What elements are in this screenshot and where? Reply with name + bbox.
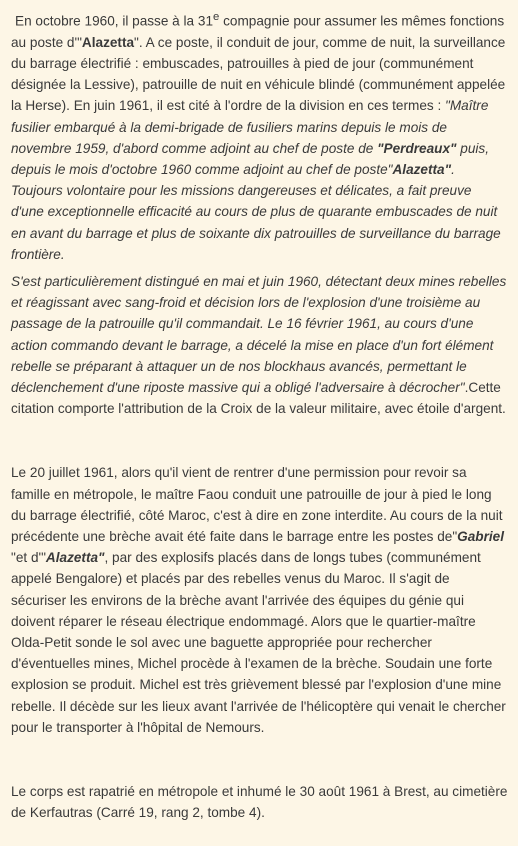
post-name-alazetta: Alazetta" <box>45 550 105 566</box>
text: Le 20 juillet 1961, alors qu'il vient de rentrer d'une permission pour revoir sa famille en métropole, le maître Faou conduit une patrouille de jour à pied le long du barrage électrifié, côté Maroc, c'est à dire en zone interdite. Au cours de la nuit précédente une brèche avait été faite dans le barrage entre les postes de" <box>11 465 503 544</box>
text: En octobre 1960, il passe à la 31 <box>15 13 213 29</box>
paragraph-posting-alazetta <box>11 7 508 265</box>
paragraph-death <box>11 462 508 738</box>
citation-quote: "Maître fusilier embarqué à la demi-brigade de fusiliers marins depuis le mois de novembre 1959, d'abord comme adjoint au chef de poste de <box>11 98 489 156</box>
post-name-alazetta: Alazetta" <box>392 161 452 177</box>
text: .Cette citation comporte l'attribution de la Croix de la valeur militaire, avec étoile d'argent. <box>11 379 506 417</box>
citation-quote: . Toujours volontaire pour les missions dangereuses et délicates, a fait preuve d'une exceptionnelle efficacité au cours de plus de quarante embuscades de nuit en avant du barrage et plus de soixante dix patrouilles de surveillance du barrage frontière. <box>11 161 501 262</box>
text: Le corps est rapatrié en métropole et inhumé le 30 août 1961 à Brest, au cimetière de Kerfautras (Carré 19, rang 2, tombe 4). <box>11 784 508 821</box>
text: compagnie pour assumer les mêmes fonctions au poste d'" <box>11 13 505 50</box>
paragraph-burial <box>11 781 508 823</box>
post-name-gabriel: Gabriel <box>457 529 505 544</box>
text: , par des explosifs placés dans de longs tubes (communément appelé Bengalore) et placés par des rebelles venus du Maroc. Il s'agit de sécuriser les environs de la brèche avant l'arrivée des équipes du génie qui doivent réparer le réseau électrique endommagé. Alors que le quartier-maître Olda-Petit sonde le sol avec une baguette appropriée pour rechercher d'éventuelles mines, Michel procède à l'examen de la brèche. Soudain une forte explosion se produit. Michel est très grièvement blessé par l'explosion d'une mine rebelle. Il décède sur les lieux avant l'arrivée de l'hélicoptère qui venait le chercher pour le transporter à l'hôpital de Nemours. <box>11 550 506 735</box>
citation-quote: S'est particulièrement distingué en mai et juin 1960, détectant deux mines rebelles et réagissant avec sang-froid et décision lors de l'explosion d'une troisième au passage de la patrouille qu'il commandait. Le 16 février 1961, au cours d'une action commando devant le barrage, a décelé la mise en place d'un fort élément rebelle se préparant à attaquer un de nos blockhaus avancés, permettant le déclenchement d'une riposte massive qui a obligé l'adversaire à décrocher" <box>11 273 507 395</box>
text: "et d'" <box>11 550 46 566</box>
paragraph-citation <box>11 271 508 419</box>
ordinal-superscript: e <box>213 11 220 23</box>
citation-quote: puis, depuis le mois d'octobre 1960 comme adjoint au chef de poste" <box>11 140 489 177</box>
post-name-perdreaux: "Perdreaux" <box>377 140 457 156</box>
post-name-alazetta: Alazetta <box>81 34 135 50</box>
text: ". A ce poste, il conduit de jour, comme de nuit, la surveillance du barrage électrifié : embuscades, patrouilles à pied de jour (communément désignée la Lessive), patrouille de nuit en véhicule blindé (communément appelée la Herse). En juin 1961, il est cité à l'ordre de la division en ces termes : <box>11 34 506 114</box>
